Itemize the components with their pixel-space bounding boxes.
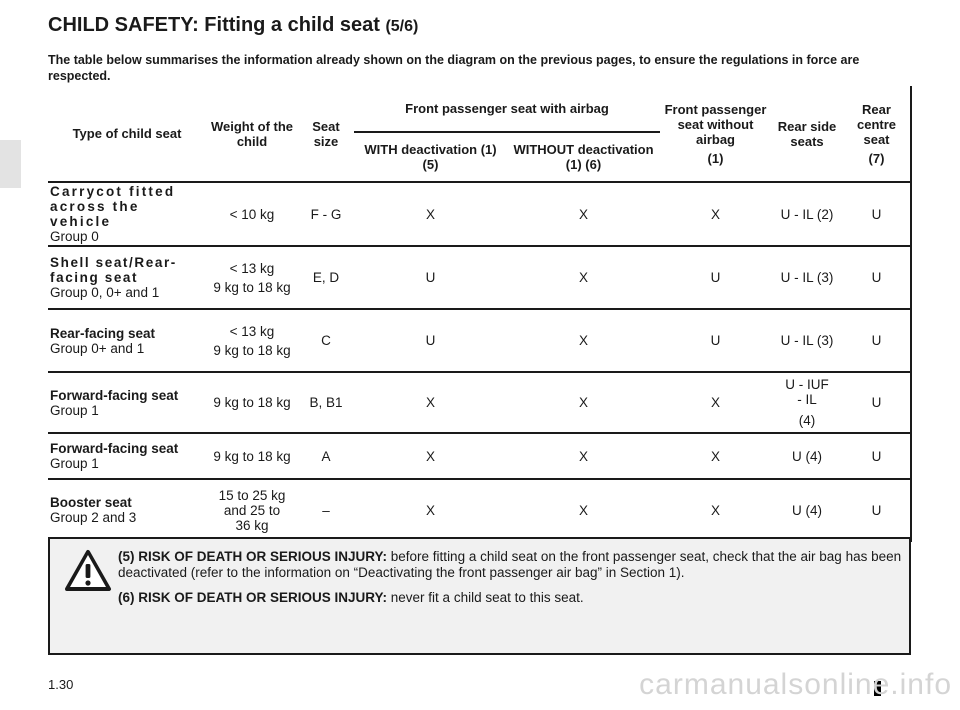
- cell-rear-centre: U: [843, 372, 911, 433]
- cell-no-airbag: X: [660, 182, 771, 246]
- weight-line-2: 9 kg to 18 kg: [213, 342, 291, 358]
- cell-without-deactivation: X: [507, 479, 660, 541]
- cell-with-deactivation: U: [354, 309, 507, 372]
- cell-type: [48, 372, 206, 433]
- section-tab: [0, 140, 21, 188]
- cell-type: [48, 309, 206, 372]
- table-row: [48, 246, 911, 309]
- seat-type-group: Group 1: [50, 402, 99, 418]
- warning-note-6-text: never fit a child seat to this seat.: [387, 590, 584, 605]
- seat-type-group: Group 2 and 3: [50, 510, 137, 525]
- child-seat-table: [48, 86, 912, 542]
- cell-weight: [206, 309, 298, 372]
- table-row: [48, 433, 911, 479]
- table-row: [48, 372, 911, 433]
- weight-line-1: < 13 kg: [229, 260, 275, 276]
- cell-without-deactivation: X: [507, 433, 660, 479]
- warning-box: [48, 537, 911, 655]
- warning-triangle-icon: [64, 549, 112, 593]
- warning-note-6: [118, 590, 906, 606]
- table-row: [48, 479, 911, 541]
- cell-without-deactivation: X: [507, 182, 660, 246]
- header-rear-centre: [843, 86, 911, 182]
- seat-type-name: Forward-facing seat: [50, 387, 179, 403]
- warning-note-6-label: (6) RISK OF DEATH OR SERIOUS INJURY:: [118, 590, 388, 605]
- cell-size: B, B1: [298, 372, 354, 433]
- header-weight: Weight of the child: [210, 118, 294, 149]
- cell-weight: 9 kg to 18 kg: [206, 372, 298, 433]
- cell-rear-centre: U: [843, 309, 911, 372]
- seat-type-group: Group 0: [50, 229, 99, 244]
- seat-type-group: Group 0+ and 1: [50, 340, 145, 356]
- cell-no-airbag: U: [660, 246, 771, 309]
- cell-size: C: [298, 309, 354, 372]
- cell-size: E, D: [298, 246, 354, 309]
- seat-type-name: Carrycot fitted across the vehicle: [50, 184, 176, 229]
- cell-with-deactivation: X: [354, 479, 507, 541]
- cell-without-deactivation: X: [507, 372, 660, 433]
- cell-weight: < 10 kg: [206, 182, 298, 246]
- seat-type-name: Forward-facing seat: [50, 441, 179, 456]
- cell-with-deactivation: X: [354, 372, 507, 433]
- table-row: [48, 182, 911, 246]
- watermark: carmanualsonline.info: [639, 668, 952, 701]
- warning-note-5-label: (5) RISK OF DEATH OR SERIOUS INJURY:: [118, 549, 388, 564]
- seat-type-name: Booster seat: [50, 495, 132, 510]
- header-airbag-group: Front passenger seat with airbag: [405, 101, 609, 116]
- cell-weight: [206, 479, 298, 541]
- cell-rear-centre: U: [843, 479, 911, 541]
- header-rear-centre-note: (7): [868, 150, 885, 166]
- weight-line-1: < 13 kg: [229, 323, 275, 339]
- cell-no-airbag: X: [660, 479, 771, 541]
- rear-side-line-2: (4): [798, 413, 816, 428]
- seat-type-group: Group 1: [50, 456, 99, 471]
- header-type: Type of child seat: [72, 126, 182, 141]
- header-size: Seat size: [312, 118, 340, 149]
- cell-without-deactivation: X: [507, 246, 660, 309]
- header-no-airbag-label: Front passenger seat without airbag: [664, 101, 767, 147]
- seat-type-name: Rear-facing seat: [50, 325, 156, 341]
- header-no-airbag-note: (1): [707, 150, 724, 166]
- cell-rear-side: U - IL (3): [771, 246, 843, 309]
- header-rear-centre-label: Rear centre seat: [856, 101, 897, 147]
- cell-rear-centre: U: [843, 433, 911, 479]
- cell-rear-side: U - IL (3): [771, 309, 843, 372]
- cell-without-deactivation: X: [507, 309, 660, 372]
- cell-weight: [206, 246, 298, 309]
- header-rear-side: Rear side seats: [777, 118, 837, 149]
- cell-no-airbag: X: [660, 433, 771, 479]
- cell-type: [48, 246, 206, 309]
- cell-size: –: [298, 479, 354, 541]
- cell-rear-side: [771, 372, 843, 433]
- header-no-airbag: [660, 86, 771, 182]
- cell-size: F - G: [298, 182, 354, 246]
- table-row: [48, 309, 911, 372]
- cell-rear-centre: U: [843, 182, 911, 246]
- seat-type-group: Group 0, 0+ and 1: [50, 285, 160, 300]
- cell-no-airbag: U: [660, 309, 771, 372]
- weight-line-1: 15 to 25 kg and 25 to 36 kg: [218, 487, 286, 533]
- cell-rear-side: U - IL (2): [771, 182, 843, 246]
- title-sub: (5/6): [385, 18, 419, 35]
- cell-type: [48, 433, 206, 479]
- cell-rear-side: U (4): [771, 479, 843, 541]
- header-without-deactivation: WITHOUT deactivation (1) (6): [507, 132, 660, 182]
- cell-size: A: [298, 433, 354, 479]
- cell-type: [48, 479, 206, 541]
- cell-no-airbag: X: [660, 372, 771, 433]
- title-main: CHILD SAFETY: Fitting a child seat: [48, 14, 380, 36]
- cell-type: [48, 182, 206, 246]
- cell-weight: 9 kg to 18 kg: [206, 433, 298, 479]
- warning-note-5-text: before fitting a child seat on the front passenger seat, check that the air bag has been deactivated (refer to the information on “Deactivating the front passenger air bag” in Section 1).: [118, 549, 902, 580]
- warning-note-5: [118, 549, 906, 581]
- cell-with-deactivation: X: [354, 182, 507, 246]
- page-title: [48, 14, 418, 37]
- rear-side-line-1: U - IUF - IL: [785, 377, 829, 407]
- cell-rear-centre: U: [843, 246, 911, 309]
- intro-text: The table below summarises the information already shown on the diagram on the previous pages, to ensure the regulations in force are respected.: [48, 53, 860, 83]
- header-with-deactivation: WITH deactivation (1) (5): [354, 132, 507, 182]
- seat-type-name: Shell seat/Rear-facing seat: [50, 255, 177, 285]
- cell-with-deactivation: U: [354, 246, 507, 309]
- cell-with-deactivation: X: [354, 433, 507, 479]
- weight-line-2: 9 kg to 18 kg: [213, 279, 291, 295]
- page-number: 1.30: [48, 677, 74, 692]
- cell-rear-side: U (4): [771, 433, 843, 479]
